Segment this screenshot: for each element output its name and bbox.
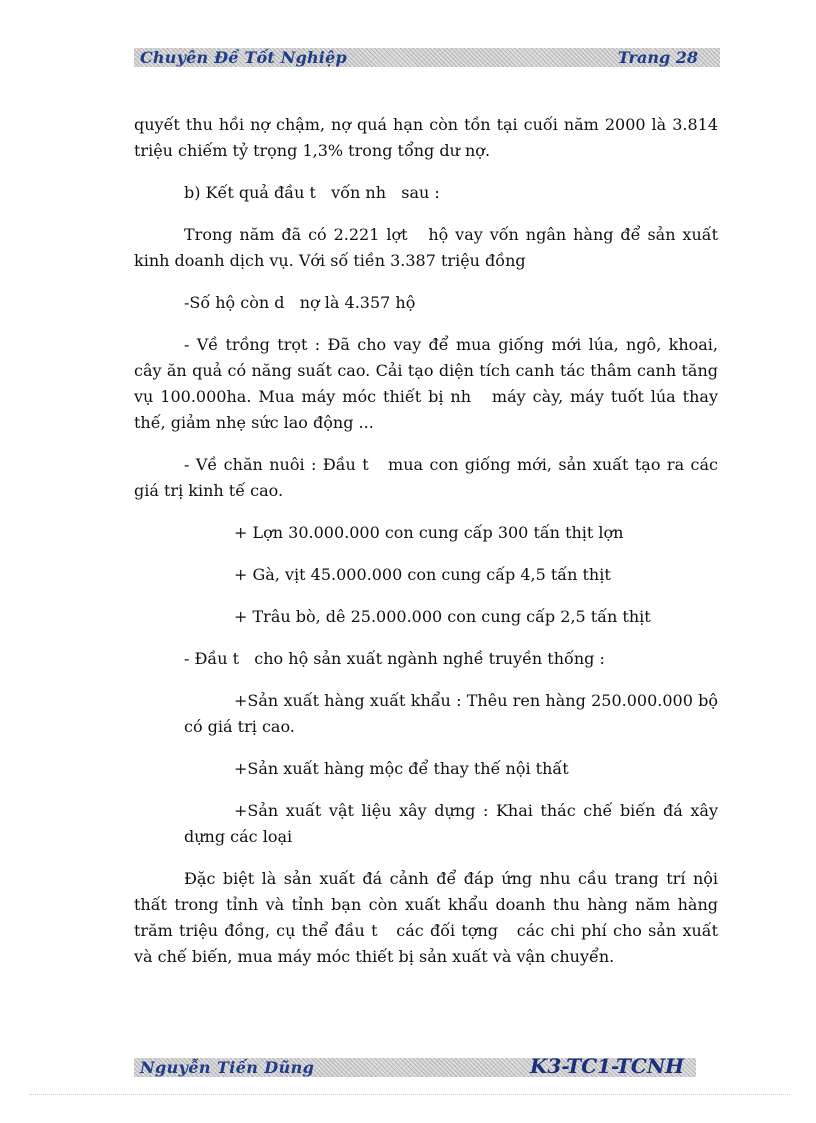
paragraph-livestock: - Về chăn nuôi : Đầu t mua con giống mới, sản xuất tạo ra các giá trị kinh tế cao.: [134, 455, 724, 500]
paragraph-ornamental-stone: Đặc biệt là sản xuất đá cảnh để đáp ứng nhu cầu trang trí nội thất trong tỉnh và tỉnh bạn còn xuất khẩu doanh thu hàng năm hàng trăm triệu đồng, cụ thể đầu t các đối tợng các chi phí cho sản xuất và chế biến, mua máy móc thiết bị sản xuất và vận chuyển.: [134, 869, 724, 966]
paragraph-traditional-crafts: - Đầu t cho hộ sản xuất ngành nghề truyền thống :: [184, 649, 605, 668]
page-body: [134, 112, 724, 986]
page-header: [134, 48, 720, 67]
list-item-export-goods: +Sản xuất hàng xuất khẩu : Thêu ren hàng 250.000.000 bộ có giá trị cao.: [184, 691, 724, 736]
list-item-pigs: + Lợn 30.000.000 con cung cấp 300 tấn thịt lợn: [234, 523, 624, 542]
subheading-investment-results: b) Kết quả đầu t vốn nh sau :: [184, 183, 440, 202]
paragraph-continuation: quyết thu hồi nợ chậm, nợ quá hạn còn tồn tại cuối năm 2000 là 3.814 triệu chiếm tỷ trọng 1,3% trong tổng dư nợ.: [134, 115, 724, 160]
class-code: K3-TC1-TCNH: [530, 1054, 684, 1078]
header-title: Chuyên Đề Tốt Nghiệp: [140, 48, 347, 67]
page-number: Trang 28: [617, 48, 698, 67]
page-bottom-divider: [30, 1094, 790, 1095]
paragraph-outstanding-households: -Số hộ còn d nợ là 4.357 hộ: [184, 293, 416, 312]
page-footer: [134, 1054, 696, 1078]
list-item-cattle: + Trâu bò, dê 25.000.000 con cung cấp 2,5 tấn thịt: [234, 607, 651, 626]
list-item-woodwork: +Sản xuất hàng mộc để thay thế nội thất: [234, 759, 569, 778]
paragraph-loans-summary: Trong năm đã có 2.221 lợt hộ vay vốn ngân hàng để sản xuất kinh doanh dịch vụ. Với số tiền 3.387 triệu đồng: [134, 225, 724, 270]
paragraph-cultivation: - Về trồng trọt : Đã cho vay để mua giống mới lúa, ngô, khoai, cây ăn quả có năng suất cao. Cải tạo diện tích canh tác thâm canh tăng vụ 100.000ha. Mua máy móc thiết bị nh máy cày, máy tuốt lúa thay thế, giảm nhẹ sức lao động ...: [134, 335, 724, 432]
list-item-construction-materials: +Sản xuất vật liệu xây dựng : Khai thác chế biến đá xây dựng các loại: [184, 801, 724, 846]
list-item-poultry: + Gà, vịt 45.000.000 con cung cấp 4,5 tấn thịt: [234, 565, 611, 584]
author-name: Nguyễn Tiến Dũng: [140, 1058, 315, 1077]
